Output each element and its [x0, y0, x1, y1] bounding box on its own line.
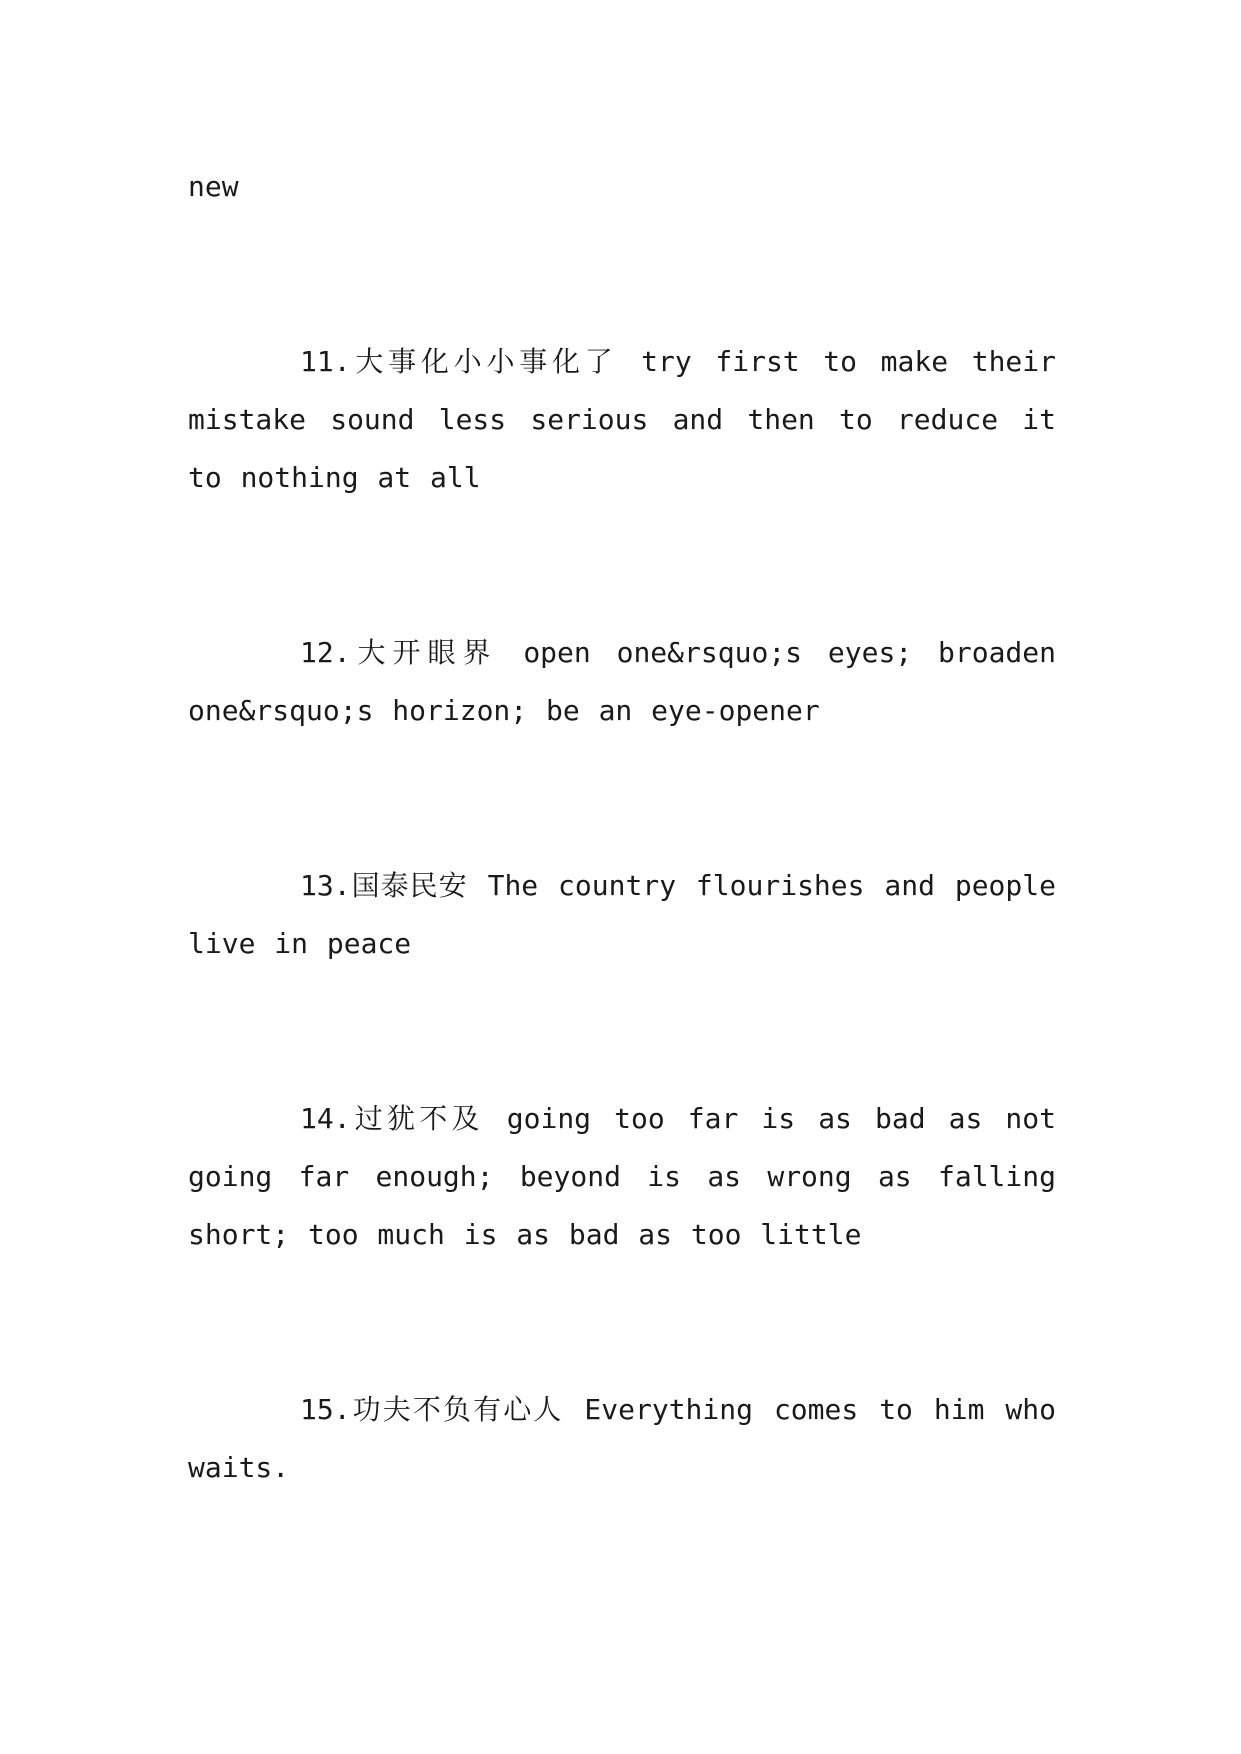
idiom-entry-12: 12.大开眼界 open one&rsquo;s eyes; broaden one&rsquo;s horizon; be an eye-opener: [188, 636, 1056, 727]
idiom-entry-15: 15.功夫不负有心人 Everything comes to him who waits.: [188, 1393, 1056, 1484]
idiom-entry-11: 11.大事化小小事化了 try first to make their mistake sound less serious and then to reduce it to nothing at all: [188, 345, 1056, 494]
idiom-entry-13: 13.国泰民安 The country flourishes and people live in peace: [188, 869, 1056, 960]
idiom-entry-14: 14.过犹不及 going too far is as bad as not going far enough; beyond is as wrong as falling short; too much is as bad as too little: [188, 1102, 1056, 1251]
continued-text-line: new: [188, 170, 239, 203]
